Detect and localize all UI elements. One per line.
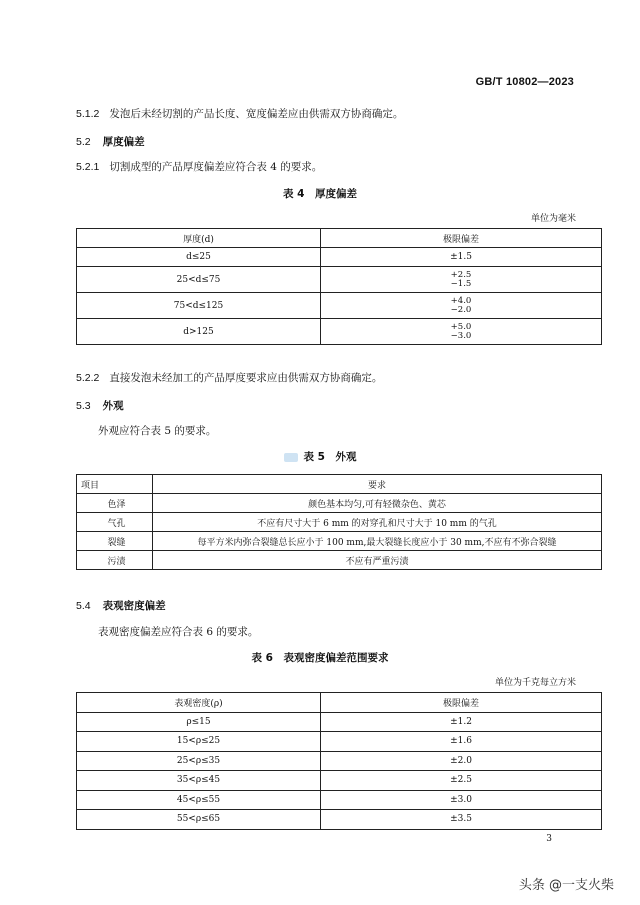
clause-5-2-2 [76,370,382,385]
deviation: ±1.6 [321,732,602,752]
clause-text: 直接发泡未经加工的产品厚度要求应由供需双方协商确定。 [109,372,383,384]
deviation [321,267,602,293]
thickness-range: 25<d≤75 [77,267,321,293]
thickness-range: 75<d≤125 [77,293,321,319]
table-header-row [77,229,602,248]
table-row [77,267,602,293]
logo-icon [284,453,298,462]
deviation [321,319,602,345]
table-row [77,732,602,752]
table-row [77,790,602,810]
section-5-4-text: 表观密度偏差应符合表 6 的要求。 [98,626,259,638]
deviation [321,293,602,319]
deviation: ±1.5 [321,248,602,267]
appearance-requirement: 不应有严重污渍 [153,551,602,570]
section-5-3-heading [76,398,124,413]
table-4-thickness-deviation [76,228,602,345]
thickness-range: d≤25 [77,248,321,267]
appearance-requirement: 颜色基本均匀,可有轻微杂色、黄芯 [153,494,602,513]
thickness-range: d>125 [77,319,321,345]
appearance-item: 气孔 [77,513,153,532]
deviation: ±3.5 [321,810,602,830]
table-row [77,751,602,771]
deviation: ±2.0 [321,751,602,771]
section-title: 外观 [102,400,124,412]
table-row [77,532,602,551]
section-title: 厚度偏差 [102,136,145,148]
appearance-requirement: 不应有尺寸大于 6 mm 的对穿孔和尺寸大于 10 mm 的气孔 [153,513,602,532]
section-5-3-text: 外观应符合表 5 的要求。 [98,425,217,437]
table-header-row [77,693,602,713]
table-header-row [77,475,602,494]
deviation-plus: +2.5 [450,269,472,280]
appearance-item: 裂缝 [77,532,153,551]
deviation-minus: −1.5 [450,278,472,289]
density-range: 55<ρ≤65 [77,810,321,830]
clause-number: 5.2.2 [76,372,100,384]
section-title: 表观密度偏差 [102,600,166,612]
clause-text: 发泡后未经切割的产品长度、宽度偏差应由供需双方协商确定。 [109,108,404,120]
table-5-caption [0,449,640,464]
table-6-unit: 单位为千克每立方米 [494,678,576,688]
column-header: 极限偏差 [321,229,602,248]
column-header: 极限偏差 [321,693,602,713]
column-header: 要求 [153,475,602,494]
section-number: 5.4 [76,600,91,612]
table-4-unit: 单位为毫米 [530,214,576,224]
section-number: 5.2 [76,136,91,148]
density-range: 25<ρ≤35 [77,751,321,771]
watermark: 头条 @一支火柴 [518,878,614,893]
page-number: 3 [546,834,552,844]
density-range: 45<ρ≤55 [77,790,321,810]
table-6-caption: 表 6 表观密度偏差范围要求 [251,652,389,664]
table-row [77,712,602,732]
deviation-plus: +5.0 [450,321,472,332]
table-row [77,551,602,570]
density-range: ρ≤15 [77,712,321,732]
table-row [77,319,602,345]
clause-5-1-2 [76,106,403,121]
table-5-caption-text: 表 5 外观 [303,451,357,463]
table-5-appearance [76,474,602,570]
section-5-4-heading [76,598,166,613]
table-4-caption: 表 4 厚度偏差 [283,188,357,200]
table-row [77,248,602,267]
deviation-minus: −2.0 [450,304,472,315]
table-row [77,494,602,513]
density-range: 15<ρ≤25 [77,732,321,752]
appearance-item: 污渍 [77,551,153,570]
table-row [77,810,602,830]
column-header: 表观密度(ρ) [77,693,321,713]
column-header: 厚度(d) [77,229,321,248]
column-header: 项目 [77,475,153,494]
deviation-minus: −3.0 [450,330,472,341]
clause-number: 5.1.2 [76,108,100,120]
section-number: 5.3 [76,400,91,412]
table-row [77,293,602,319]
table-row [77,513,602,532]
appearance-requirement: 每平方米内弥合裂缝总长应小于 100 mm,最大裂缝长度应小于 30 mm,不应有不弥合裂缝 [153,532,602,551]
clause-number: 5.2.1 [76,161,100,173]
clause-5-2-1 [76,159,322,174]
section-5-2-heading [76,134,145,149]
deviation-plus: +4.0 [450,295,472,306]
clause-text: 切割成型的产品厚度偏差应符合表 4 的要求。 [109,161,323,173]
standard-code: GB/T 10802—2023 [475,76,574,88]
deviation: ±2.5 [321,771,602,791]
table-row [77,771,602,791]
deviation: ±3.0 [321,790,602,810]
appearance-item: 色泽 [77,494,153,513]
table-6-density-deviation [76,692,602,830]
deviation: ±1.2 [321,712,602,732]
density-range: 35<ρ≤45 [77,771,321,791]
